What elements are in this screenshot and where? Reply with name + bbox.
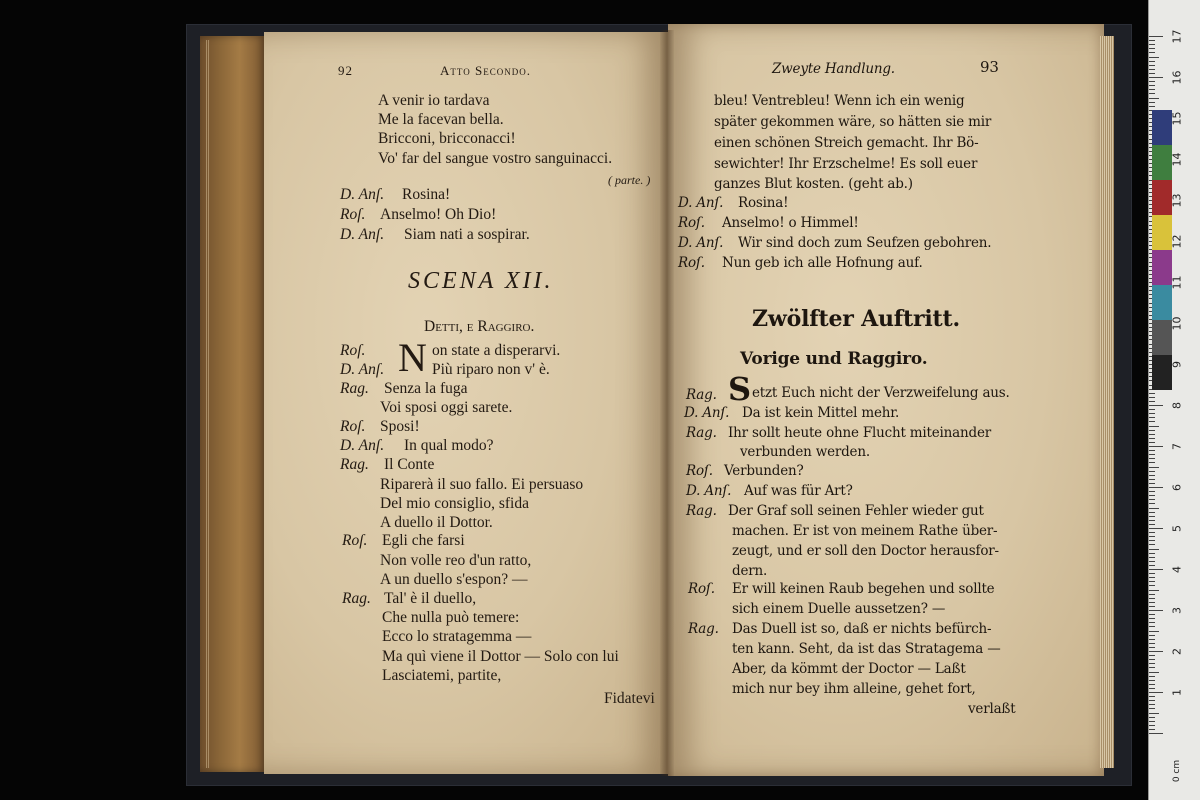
ruler-tick [1149, 581, 1155, 582]
ruler-tick [1149, 639, 1155, 640]
ruler-tick [1149, 438, 1155, 439]
ruler-tick [1149, 598, 1155, 599]
verse-line: Voi sposi oggi sarete. [380, 399, 513, 416]
verse-line: Siam nati a sospirar. [404, 226, 530, 243]
verse-line: Senza la fuga [384, 380, 468, 397]
ruler-tick [1149, 462, 1155, 463]
ruler-number: 8 [1170, 402, 1184, 409]
ruler-tick [1149, 610, 1163, 611]
ruler-tick [1149, 446, 1163, 447]
verse-line: Verbunden? [724, 463, 804, 479]
left-running-head: Atto Secondo. [440, 63, 531, 78]
ruler-tick [1149, 450, 1155, 451]
ruler-tick [1149, 397, 1155, 398]
speaker-label: Rag. [686, 503, 717, 519]
ruler-number: 12 [1170, 234, 1184, 249]
ruler-tick [1149, 516, 1155, 517]
verse-line: ten kann. Seht, da ist das Stratagema — [732, 641, 1001, 657]
verse-line: Der Graf soll seinen Fehler wieder gut [728, 503, 984, 519]
speaker-label: D. Anſ. [340, 186, 385, 203]
page-edge-texture [206, 40, 210, 768]
ruler-number: 13 [1170, 193, 1184, 208]
ruler-tick [1149, 483, 1155, 484]
verse-line: Che nulla può temere: [382, 609, 520, 626]
ruler-tick [1149, 631, 1159, 632]
ruler-tick [1149, 540, 1155, 541]
ruler-tick [1149, 532, 1155, 533]
ruler-tick [1149, 585, 1155, 586]
verse-line: Das Duell ist so, daß er nichts befürch- [732, 621, 992, 637]
ruler-tick [1149, 708, 1155, 709]
verse-line: A un duello s'espon? — [380, 571, 528, 588]
speaker-label: D. Anſ. [340, 361, 385, 378]
speaker-label: Roſ. [342, 532, 368, 549]
speaker-label: Rag. [340, 456, 369, 473]
ruler-tick [1149, 393, 1155, 394]
ruler-number: 3 [1170, 607, 1184, 614]
ruler-tick [1149, 524, 1155, 525]
ruler-tick [1149, 626, 1155, 627]
verse-line: Anselmo! o Himmel! [722, 215, 859, 231]
verse-line: Del mio consiglio, sfida [380, 495, 529, 512]
ruler-tick [1149, 57, 1159, 58]
ruler-tick [1149, 561, 1155, 562]
ruler-tick [1149, 663, 1155, 664]
book-gutter [660, 30, 674, 776]
ruler-tick [1149, 106, 1155, 107]
ruler-tick [1149, 479, 1155, 480]
ruler-tick [1149, 471, 1155, 472]
ruler-tick [1149, 85, 1155, 86]
verse-line: sich einem Duelle aussetzen? — [732, 601, 946, 617]
ruler-tick [1149, 692, 1163, 693]
ruler-tick [1149, 434, 1155, 435]
verse-line: Auf was für Art? [744, 483, 853, 499]
speaker-label: Rag. [686, 387, 717, 403]
verse-line: Ihr sollt heute ohne Flucht miteinander [728, 425, 991, 441]
ruler-tick [1149, 704, 1155, 705]
ruler-tick [1149, 65, 1155, 66]
ruler-tick [1149, 536, 1155, 537]
ruler-number: 2 [1170, 648, 1184, 655]
speaker-label: D. Anſ. [340, 437, 385, 454]
ruler-number: 6 [1170, 484, 1184, 491]
verse-line: A venir io tardava [378, 92, 490, 109]
ruler-tick [1149, 508, 1159, 509]
ruler-tick [1149, 98, 1159, 99]
verse-line: Da ist kein Mittel mehr. [742, 405, 900, 421]
verse-line: Rosina! [738, 195, 789, 211]
ruler-tick [1149, 44, 1155, 45]
right-running-head: Zweyte Handlung. [772, 61, 895, 77]
ruler-tick [1149, 684, 1155, 685]
speaker-label: Roſ. [678, 215, 705, 231]
ruler-number: 4 [1170, 566, 1184, 573]
ruler-tick [1149, 569, 1163, 570]
ruler-tick [1149, 635, 1155, 636]
verse-line: machen. Er ist von meinem Rathe über- [732, 523, 998, 539]
verse-line: sewichter! Ihr Erzschelme! Es soll euer [714, 156, 978, 172]
ruler-tick [1149, 565, 1155, 566]
ruler-number: 11 [1170, 275, 1184, 290]
verse-line: Vo' far del sangue vostro sanguinacci. [378, 150, 613, 167]
speaker-label: D. Anſ. [678, 195, 724, 211]
ruler-tick [1149, 602, 1155, 603]
stage-direction: ( parte. ) [608, 173, 651, 187]
ruler-tick [1149, 495, 1155, 496]
speaker-label: Rag. [342, 590, 371, 607]
ruler-tick [1149, 733, 1163, 734]
verse-line: ganzes Blut kosten. (geht ab.) [714, 176, 913, 192]
ruler-tick [1149, 93, 1155, 94]
ruler-tick [1149, 655, 1155, 656]
ruler-tick [1149, 544, 1155, 545]
ruler-tick [1149, 622, 1155, 623]
ruler-number: 16 [1170, 70, 1184, 85]
verse-line: Wir sind doch zum Seufzen gebohren. [738, 235, 992, 251]
right-page-stack-edge [1100, 36, 1114, 768]
ruler-tick [1149, 729, 1155, 730]
ruler-number: 5 [1170, 525, 1184, 532]
verse-line: etzt Euch nicht der Verzweifelung aus. [752, 385, 1010, 401]
ruler-tick [1149, 503, 1155, 504]
ruler-tick [1149, 680, 1155, 681]
verse-line: on state a disperarvi. [432, 342, 561, 359]
ruler-tick [1149, 557, 1155, 558]
verse-line: Rosina! [402, 186, 451, 203]
drop-cap: S [728, 370, 751, 408]
verse-line: Ma quì viene il Dottor — Solo con lui [382, 648, 619, 665]
verse-line: verbunden werden. [740, 444, 870, 460]
ruler-tick [1149, 577, 1155, 578]
ruler-tick [1149, 81, 1155, 82]
ruler-tick [1149, 40, 1155, 41]
speaker-label: D. Anſ. [686, 483, 732, 499]
scene-title: SCENA XII. [408, 268, 554, 294]
verse-line: Egli che farsi [382, 532, 465, 549]
ruler-tick [1149, 512, 1155, 513]
ruler-tick [1149, 553, 1155, 554]
ruler-tick [1149, 442, 1155, 443]
ruler-tick [1149, 467, 1159, 468]
ruler-number: 14 [1170, 152, 1184, 167]
ruler-tick [1149, 102, 1155, 103]
ruler-tick [1149, 573, 1155, 574]
speaker-label: Rag. [340, 380, 369, 397]
ruler-tick [1149, 409, 1155, 410]
speaker-label: Rag. [688, 621, 719, 637]
ruler-tick [1149, 688, 1155, 689]
ruler-tick [1149, 61, 1155, 62]
ruler-tick [1149, 36, 1163, 37]
ruler-number: 1 [1170, 689, 1184, 696]
color-calibration-strip [1152, 110, 1172, 390]
ruler-tick [1149, 487, 1163, 488]
left-page-number: 92 [338, 63, 353, 78]
ruler-tick [1149, 717, 1155, 718]
ruler-tick [1149, 52, 1155, 53]
catchword: Fidatevi [604, 690, 655, 707]
drop-cap: N [398, 335, 427, 380]
ruler-tick [1149, 725, 1155, 726]
ruler-tick [1149, 491, 1155, 492]
verse-line: Er will keinen Raub begehen und sollte [732, 581, 995, 597]
ruler-number: 10 [1170, 316, 1184, 331]
ruler-tick [1149, 73, 1155, 74]
verse-line: mich nur bey ihm alleine, gehet fort, [732, 681, 976, 697]
verse-line: Tal' è il duello, [384, 590, 477, 607]
ruler-tick [1149, 454, 1155, 455]
ruler-tick [1149, 549, 1159, 550]
ruler-tick [1149, 659, 1155, 660]
ruler-number: 7 [1170, 443, 1184, 450]
speaker-label: D. Anſ. [678, 235, 724, 251]
verse-line: Riparerà il suo fallo. Ei persuaso [380, 476, 584, 493]
verse-line: Non volle reo d'un ratto, [380, 552, 532, 569]
verse-line: Me la facevan bella. [378, 111, 504, 128]
speaker-label: D. Anſ. [340, 226, 385, 243]
speaker-label: D. Anſ. [684, 405, 730, 421]
speaker-label: Roſ. [340, 342, 366, 359]
ruler-tick [1149, 672, 1159, 673]
ruler-tick [1149, 700, 1155, 701]
speaker-label: Roſ. [688, 581, 715, 597]
ruler-tick [1149, 48, 1155, 49]
verse-line: später gekommen wäre, so hätten sie mir [714, 114, 992, 130]
speaker-label: Roſ. [340, 418, 366, 435]
verse-line: Ecco lo stratagemma — [382, 628, 532, 645]
ruler-tick [1149, 69, 1155, 70]
ruler-tick [1149, 430, 1155, 431]
ruler-tick [1149, 614, 1155, 615]
ruler-tick [1149, 405, 1163, 406]
speaker-label: Rag. [686, 425, 717, 441]
ruler-tick [1149, 89, 1155, 90]
verse-line: Aber, da kömmt der Doctor — Laßt [732, 661, 966, 677]
verse-line: Il Conte [384, 456, 435, 473]
ruler-tick [1149, 721, 1155, 722]
verse-line: Lasciatemi, partite, [382, 667, 502, 684]
ruler-tick [1149, 413, 1155, 414]
verse-line: Anselmo! Oh Dio! [380, 206, 497, 223]
ruler-tick [1149, 696, 1155, 697]
verse-line: Bricconi, bricconacci! [378, 130, 516, 147]
ruler-tick [1149, 618, 1155, 619]
verse-line: einen schönen Streich gemacht. Ihr Bö- [714, 135, 979, 151]
speaker-label: Roſ. [678, 255, 705, 271]
ruler-tick [1149, 667, 1155, 668]
ruler-tick [1149, 458, 1155, 459]
verse-line: In qual modo? [404, 437, 494, 454]
verse-line: Più riparo non v' è. [432, 361, 550, 378]
ruler-tick [1149, 499, 1155, 500]
ruler-unit-label: 0 cm [1172, 759, 1182, 783]
speaker-label: Roſ. [686, 463, 713, 479]
ruler-tick [1149, 528, 1163, 529]
scene-title: Zwölfter Auftritt. [752, 306, 960, 332]
verse-line: A duello il Dottor. [380, 514, 493, 531]
ruler-number: 9 [1170, 361, 1184, 368]
ruler-tick [1149, 647, 1155, 648]
ruler-tick [1149, 594, 1155, 595]
speaker-label: Roſ. [340, 206, 366, 223]
ruler-tick [1149, 713, 1159, 714]
ruler-tick [1149, 606, 1155, 607]
ruler-number: 15 [1170, 111, 1184, 126]
verse-line: bleu! Ventrebleu! Wenn ich ein wenig [714, 93, 965, 109]
ruler-tick [1149, 520, 1155, 521]
verse-line: dern. [732, 563, 768, 579]
verse-line: Sposi! [380, 418, 420, 435]
catchword: verlaßt [968, 701, 1016, 717]
verse-line: zeugt, und er soll den Doctor herausfor- [732, 543, 999, 559]
ruler-tick [1149, 417, 1155, 418]
scene-subtitle: Detti, e Raggiro. [424, 318, 535, 335]
ruler-tick [1149, 643, 1155, 644]
verse-line: Nun geb ich alle Hofnung auf. [722, 255, 923, 271]
ruler-tick [1149, 426, 1159, 427]
ruler-tick [1149, 401, 1155, 402]
ruler-tick [1149, 77, 1163, 78]
ruler-tick [1149, 676, 1155, 677]
scene-subtitle: Vorige und Raggiro. [740, 349, 928, 369]
ruler-tick [1149, 651, 1163, 652]
ruler-tick [1149, 475, 1155, 476]
ruler-tick [1149, 590, 1159, 591]
ruler-number: 17 [1170, 29, 1184, 44]
ruler-tick [1149, 421, 1155, 422]
right-page-number: 93 [980, 58, 999, 76]
